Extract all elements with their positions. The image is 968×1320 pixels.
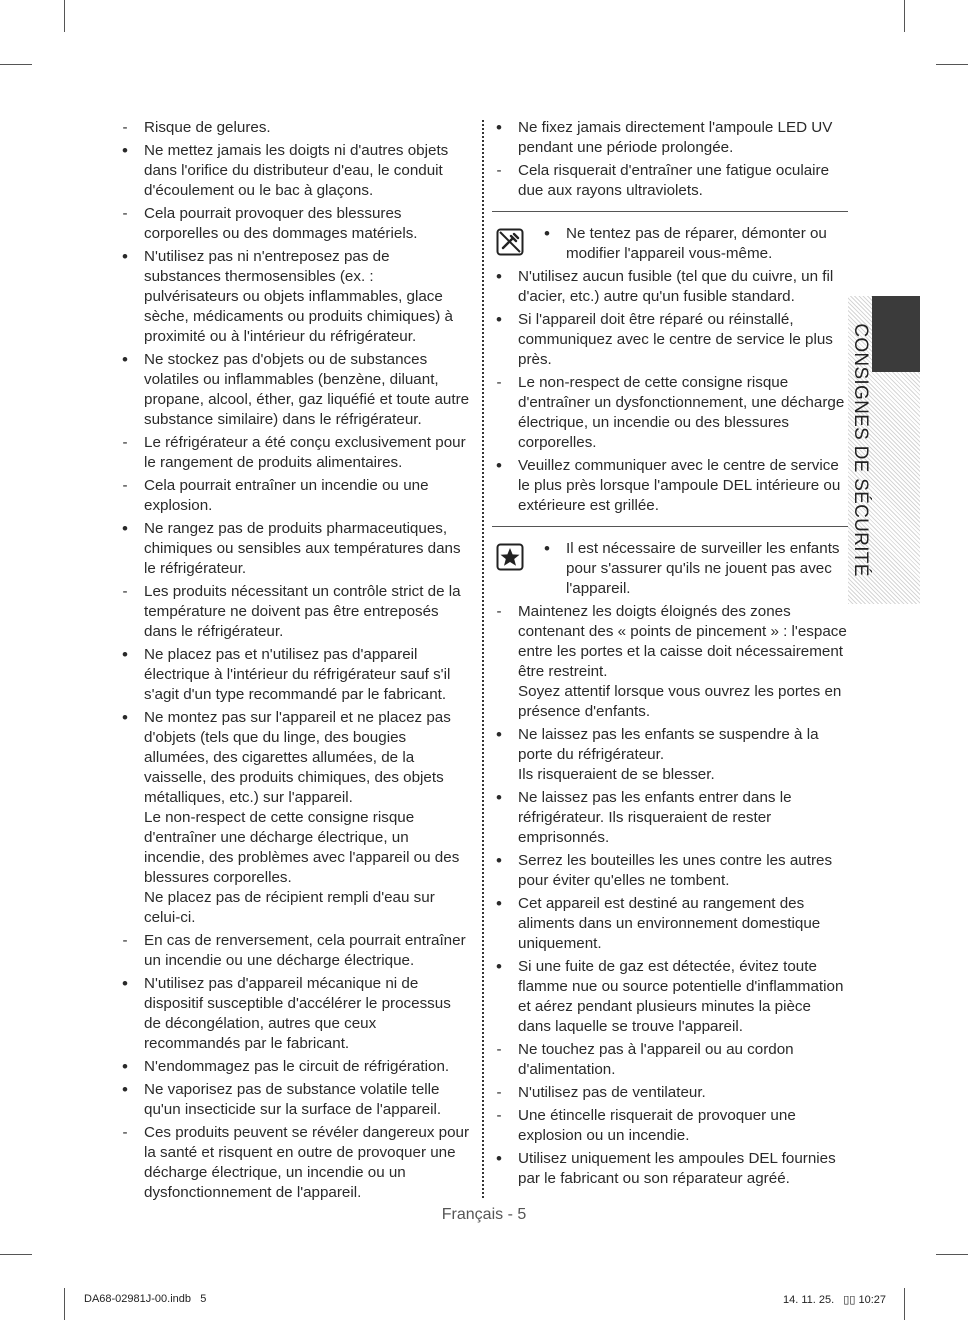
list-item xyxy=(492,118,848,158)
dash-marker xyxy=(118,118,132,138)
list-item xyxy=(492,161,848,201)
bullet-marker xyxy=(492,118,506,139)
list-item-text: Si l'appareil doit être réparé ou réinstallé, communiquez avec le centre de service le plus près. xyxy=(518,311,833,368)
list-item-text: Ne mettez jamais les doigts ni d'autres objets dans l'orifice du distributeur d'eau, le conduit d'écoulement ou le bac à glaçons. xyxy=(144,142,449,199)
crop-mark xyxy=(64,0,65,32)
list-item xyxy=(492,957,848,1037)
dash-marker xyxy=(118,433,132,453)
list-item-text: Une étincelle risquerait de provoquer une explosion ou un incendie. xyxy=(518,1107,796,1144)
list-item xyxy=(118,888,470,928)
list-item-text: Veuillez communiquer avec le centre de service le plus près lorsque l'ampoule DEL intérieure ou extérieure est grillée. xyxy=(518,457,841,514)
bullet-marker xyxy=(118,708,132,729)
crop-mark xyxy=(0,64,32,65)
list-item xyxy=(492,1083,848,1103)
crop-mark xyxy=(0,1254,32,1255)
bullet-marker xyxy=(492,725,506,746)
list-item-text: Soyez attentif lorsque vous ouvrez les portes en présence d'enfants. xyxy=(518,683,842,720)
dash-marker xyxy=(492,1083,506,1103)
right-block-uv xyxy=(492,118,848,201)
list-item-text: N'utilisez pas ni n'entreposez pas de substances thermosensibles (ex. : pulvérisateurs ou objets inflammables, glace sèche, médicaments ou produits chimiques) à proximité ou à l'intérieur du réfrigérateur. xyxy=(144,248,453,345)
list-item xyxy=(118,1057,470,1077)
dash-marker xyxy=(492,602,506,622)
list-item-text: N'utilisez pas d'appareil mécanique ni de dispositif susceptible d'accélérer le processus de décongélation, autres que ceux recommandés par le fabricant. xyxy=(144,975,451,1052)
bullet-marker xyxy=(492,788,506,809)
list-item xyxy=(492,682,848,722)
list-item-text: N'utilisez aucun fusible (tel que du cuivre, un fil d'acier, etc.) autre qu'un fusible standard. xyxy=(518,268,834,305)
list-item xyxy=(118,247,470,347)
list-item xyxy=(118,708,470,808)
crop-mark xyxy=(904,1288,905,1320)
list-item xyxy=(118,141,470,201)
dash-marker xyxy=(492,373,506,393)
list-item-text: Cet appareil est destiné au rangement des aliments dans un environnement domestique uniquement. xyxy=(518,895,821,952)
bullet-marker xyxy=(492,894,506,915)
list-item-text: Ne placez pas et n'utilisez pas d'appareil électrique à l'intérieur du réfrigérateur sauf s'il s'agit d'un type recommandé par le fabricant. xyxy=(144,646,451,703)
list-item-text: Ne montez pas sur l'appareil et ne placez pas d'objets (tels que du linge, des bougies allumées, des cigarettes allumées, de la vaisselle, des produits chimiques, des objets métalliques, etc.) sur l'appareil. xyxy=(144,709,451,806)
bullet-marker xyxy=(118,645,132,666)
list-item xyxy=(118,974,470,1054)
list-item xyxy=(492,788,848,848)
column-separator xyxy=(482,120,484,1198)
list-item-text: Serrez les bouteilles les unes contre les autres pour éviter qu'elles ne tombent. xyxy=(518,852,833,889)
bullet-marker xyxy=(118,1080,132,1101)
list-item xyxy=(118,1080,470,1120)
right-column xyxy=(492,118,848,1192)
list-item-text: En cas de renversement, cela pourrait entraîner un incendie ou une décharge électrique. xyxy=(144,932,466,969)
list-item xyxy=(118,476,470,516)
dash-marker xyxy=(492,1106,506,1126)
bullet-marker xyxy=(492,957,506,978)
list-item xyxy=(492,373,848,453)
print-file-info: DA68-02981J-00.indb 5 xyxy=(84,1293,207,1305)
list-item-text: Cela pourrait entraîner un incendie ou une explosion. xyxy=(144,477,429,514)
list-item-text: Ne touchez pas à l'appareil ou au cordon d'alimentation. xyxy=(518,1041,794,1078)
bullet-marker xyxy=(492,310,506,331)
bullet-marker xyxy=(118,1057,132,1078)
list-item xyxy=(492,602,848,682)
dash-marker xyxy=(492,161,506,181)
list-item-text: Le non-respect de cette consigne risque d'entraîner un dysfonctionnement, une décharge électrique, un incendie ou des blessures corporelles. xyxy=(518,374,845,451)
list-item-text: Ne vaporisez pas de substance volatile telle qu'un insecticide sur la surface de l'appareil. xyxy=(144,1081,442,1118)
list-item-text: Le non-respect de cette consigne risque d'entraîner une décharge électrique, un incendie, des problèmes avec l'appareil ou des blessures corporelles. xyxy=(144,809,460,886)
bullet-marker xyxy=(492,851,506,872)
star-note-icon xyxy=(496,543,524,571)
bullet-marker xyxy=(118,519,132,540)
right-block-children xyxy=(492,602,848,1189)
list-item-text: Cela risquerait d'entraîner une fatigue oculaire due aux rayons ultraviolets. xyxy=(518,162,830,199)
bullet-marker xyxy=(492,267,506,288)
list-item-text: Ne laissez pas les enfants se suspendre à la porte du réfrigérateur. xyxy=(518,726,819,763)
dash-marker xyxy=(118,1123,132,1143)
list-item xyxy=(118,582,470,642)
side-tab-marker xyxy=(872,296,920,372)
list-item: • Ne tentez pas de réparer, démonter ou modifier l'appareil vous-même. xyxy=(540,224,848,264)
list-item xyxy=(492,725,848,765)
list-item xyxy=(492,456,848,516)
bullet-marker xyxy=(118,141,132,162)
crop-mark xyxy=(936,1254,968,1255)
list-item-text: Si une fuite de gaz est détectée, évitez toute flamme nue ou source potentielle d'inflammation et aérez pendant plusieurs minutes la pièce dans laquelle se trouve l'appareil. xyxy=(518,958,844,1035)
list-item-text: Les produits nécessitant un contrôle strict de la température ne doivent pas être entreposés dans le réfrigérateur. xyxy=(144,583,461,640)
list-item xyxy=(492,1040,848,1080)
list-item xyxy=(492,894,848,954)
bullet-marker xyxy=(118,350,132,371)
list-item xyxy=(118,204,470,244)
no-disassembly-icon xyxy=(496,228,524,256)
crop-mark xyxy=(904,0,905,32)
list-item-text: Maintenez les doigts éloignés des zones contenant des « points de pincement » : l'espace entre les portes et la caisse doit nécessairement être restreint. xyxy=(518,603,847,680)
list-item: • Il est nécessaire de surveiller les enfants pour s'assurer qu'ils ne jouent pas avec l'appareil. xyxy=(540,539,848,599)
page-number: Français - 5 xyxy=(441,1206,527,1223)
list-item xyxy=(492,1149,848,1189)
dash-marker xyxy=(118,204,132,224)
list-item-text: Ces produits peuvent se révéler dangereux pour la santé et risquent en outre de provoquer une décharge électrique, un incendie ou un dysfonctionnement de l'appareil. xyxy=(144,1124,470,1201)
crop-mark xyxy=(64,1288,65,1320)
list-item xyxy=(492,851,848,891)
crop-mark xyxy=(936,64,968,65)
list-item xyxy=(118,645,470,705)
right-block-repair xyxy=(492,267,848,516)
bullet-marker xyxy=(118,974,132,995)
no-disassembly-row xyxy=(492,224,848,264)
bullet-marker xyxy=(492,456,506,477)
list-item-text: Ne placez pas de récipient rempli d'eau sur celui-ci. xyxy=(144,889,435,926)
bullet-marker xyxy=(492,1149,506,1170)
list-item-text: N'endommagez pas le circuit de réfrigération. xyxy=(144,1058,450,1075)
print-date-info: 14. 11. 25. ▯▯ 10:27 xyxy=(782,1294,886,1306)
note-row xyxy=(492,539,848,599)
list-item xyxy=(492,1106,848,1146)
list-item-text: Cela pourrait provoquer des blessures corporelles ou des dommages matériels. xyxy=(144,205,418,242)
section-side-tab xyxy=(848,296,920,604)
list-item-text: Utilisez uniquement les ampoules DEL fournies par le fabricant ou son réparateur agréé. xyxy=(518,1150,836,1187)
section-divider xyxy=(492,211,848,212)
dash-marker xyxy=(118,582,132,602)
left-column xyxy=(118,118,470,1206)
dash-marker xyxy=(118,931,132,951)
list-item xyxy=(492,267,848,307)
list-item-text: Ne fixez jamais directement l'ampoule LED UV pendant une période prolongée. xyxy=(518,119,833,156)
list-item-text: Ils risqueraient de se blesser. xyxy=(518,766,715,783)
bullet-marker xyxy=(118,247,132,268)
list-item-text: Le réfrigérateur a été conçu exclusivement pour le rangement de produits alimentaires. xyxy=(144,434,466,471)
list-item xyxy=(118,433,470,473)
list-item xyxy=(118,118,470,138)
list-item xyxy=(118,931,470,971)
list-item xyxy=(118,519,470,579)
dash-marker xyxy=(492,1040,506,1060)
list-item xyxy=(492,765,848,785)
list-item xyxy=(118,808,470,888)
list-item xyxy=(492,310,848,370)
section-divider xyxy=(492,526,848,527)
list-item-text: Ne stockez pas d'objets ou de substances volatiles ou inflammables (benzène, diluant, propane, alcool, éther, gaz liquéfié et toute autre substance similaire) dans le réfrigérateur. xyxy=(144,351,470,428)
side-tab-label: CONSIGNES DE SÉCURITÉ xyxy=(850,323,871,577)
list-item-text: N'utilisez pas de ventilateur. xyxy=(518,1084,706,1101)
list-item xyxy=(118,350,470,430)
list-item-text: Ne rangez pas de produits pharmaceutiques, chimiques ou sensibles aux températures dans le réfrigérateur. xyxy=(144,520,461,577)
list-item-text: Ne laissez pas les enfants entrer dans le réfrigérateur. Ils risqueraient de rester emprisonnés. xyxy=(518,789,792,846)
list-item-text: Risque de gelures. xyxy=(144,119,271,136)
list-item xyxy=(118,1123,470,1203)
dash-marker xyxy=(118,476,132,496)
